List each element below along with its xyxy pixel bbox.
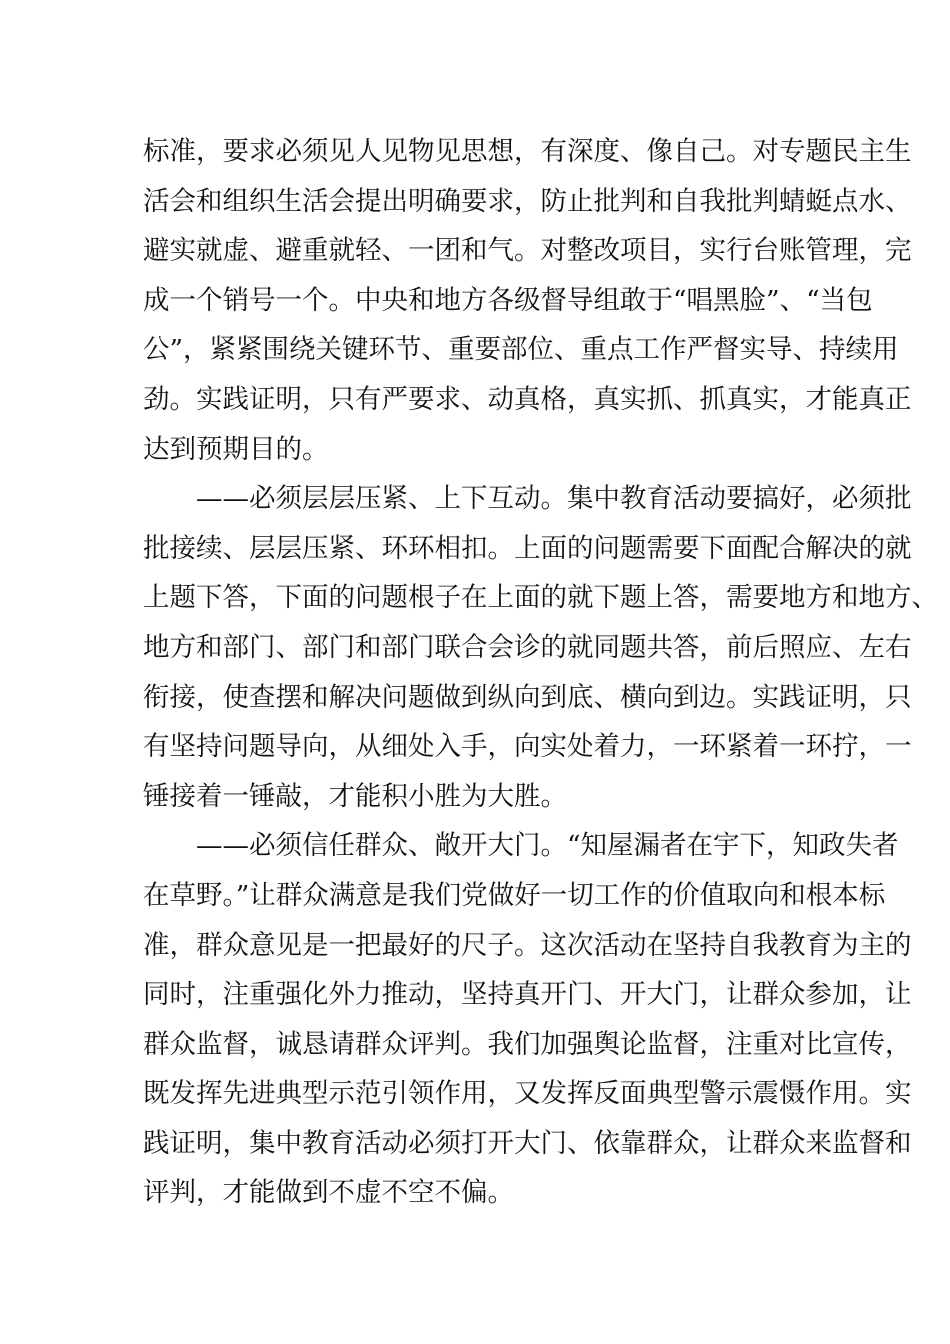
text-line: 公”，紧紧围绕关键环节、重要部位、重点工作严督实导、持续用 (143, 334, 899, 366)
text-line: 准，群众意见是一把最好的尺子。这次活动在坚持自我教育为主的 (143, 929, 912, 961)
document-body (143, 127, 938, 1218)
text-line: 活会和组织生活会提出明确要求，防止批判和自我批判蜻蜓点水、 (143, 185, 912, 217)
text-line: 锤接着一锤敲，才能积小胜为大胜。 (143, 780, 567, 812)
text-line: 同时，注重强化外力推动，坚持真开门、开大门，让群众参加，让 (143, 979, 912, 1011)
text-line: 在草野。”让群众满意是我们党做好一切工作的价值取向和根本标 (143, 879, 886, 911)
text-line: 达到预期目的。 (143, 433, 329, 465)
text-line: 上题下答，下面的问题根子在上面的就下题上答，需要地方和地方、 (143, 582, 938, 614)
text-line: 践证明，集中教育活动必须打开大门、依靠群众，让群众来监督和 (143, 1127, 912, 1159)
text-line: 有坚持问题导向，从细处入手，向实处着力，一环紧着一环拧，一 (143, 731, 912, 763)
paragraph-first-line: ——必须层层压紧、上下互动。集中教育活动要搞好，必须批 (196, 483, 912, 515)
text-line: 群众监督，诚恳请群众评判。我们加强舆论监督，注重对比宣传， (143, 1028, 912, 1060)
text-line: 避实就虚、避重就轻、一团和气。对整改项目，实行台账管理，完 (143, 235, 912, 267)
text-line: 批接续、层层压紧、环环相扣。上面的问题需要下面配合解决的就 (143, 532, 912, 564)
text-line: 劲。实践证明，只有严要求、动真格，真实抓、抓真实，才能真正 (143, 383, 912, 415)
text-line: 衔接，使查摆和解决问题做到纵向到底、横向到边。实践证明，只 (143, 681, 912, 713)
text-line: 评判，才能做到不虚不空不偏。 (143, 1177, 514, 1209)
text-line: 既发挥先进典型示范引领作用，又发挥反面典型警示震慑作用。实 (143, 1078, 912, 1110)
text-line: 地方和部门、部门和部门联合会诊的就同题共答，前后照应、左右 (143, 631, 912, 663)
text-line: 标准，要求必须见人见物见思想，有深度、像自己。对专题民主生 (143, 136, 912, 167)
paragraph-first-line: ——必须信任群众、敞开大门。“知屋漏者在宇下，知政失者 (196, 830, 899, 862)
text-line: 成一个销号一个。中央和地方各级督导组敢于“唱黑脸”、“当包 (143, 284, 873, 316)
